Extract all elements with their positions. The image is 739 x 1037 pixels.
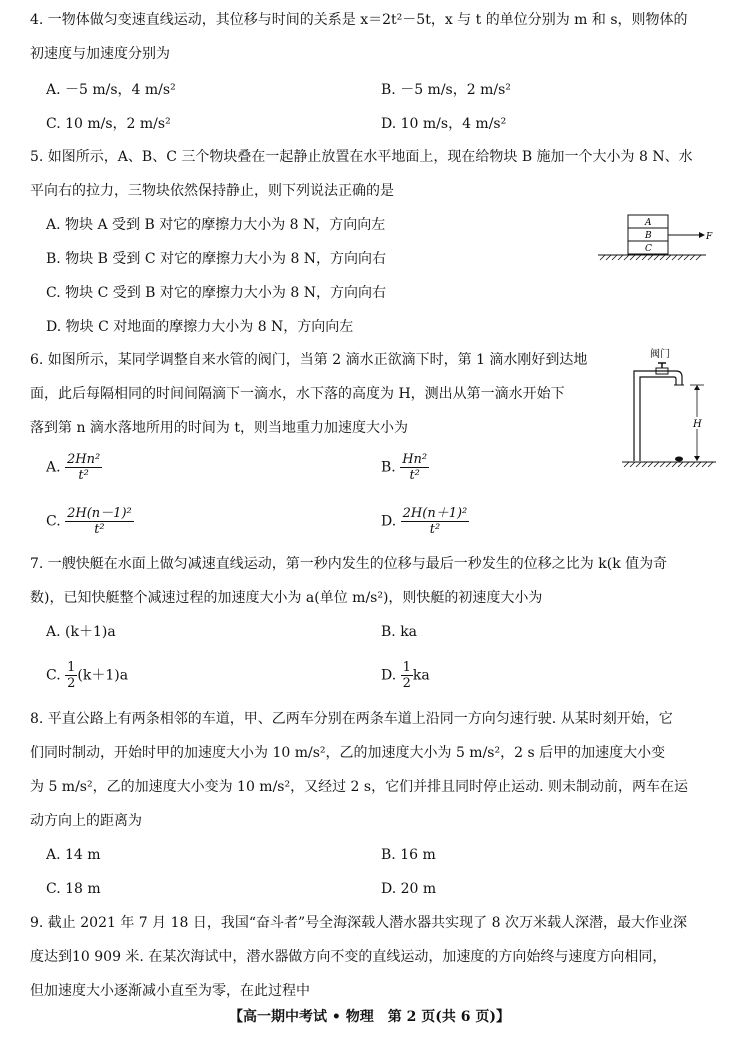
q8-option-a: A. 14 m (46, 847, 101, 863)
q7-option-c-numerator: 1 (67, 660, 76, 675)
q9-stem-line1: 9. 截止 2021 年 7 月 18 日，我国“奋斗者”号全海深载人潜水器共实现了 8 次万米载人深潜，最大作业深 (30, 915, 687, 931)
q6-option-d-denominator: t² (429, 522, 441, 537)
q6-option-a-fraction (65, 452, 102, 483)
q7-option-d-label: D. (381, 667, 397, 684)
q6-option-a-label: A. (46, 459, 61, 476)
q6-option-c-fraction (65, 506, 134, 537)
q6-option-d-numerator: 2H(n＋1)² (402, 506, 468, 521)
q8-option-c: C. 18 m (46, 881, 101, 897)
q4-option-c: C. 10 m/s，2 m/s² (46, 116, 171, 132)
q6-option-b-label: B. (381, 459, 396, 476)
q5-option-d: D. 物块 C 对地面的摩擦力大小为 8 N，方向向左 (46, 319, 354, 335)
q6-option-c-denominator: t² (94, 522, 105, 537)
q5-stem-line2: 平向右的拉力，三物块依然保持静止，则下列说法正确的是 (30, 183, 394, 199)
q6-option-b-numerator: Hn² (402, 452, 428, 467)
block-stack-figure (596, 210, 716, 270)
height-h-label: H (693, 419, 702, 430)
q6-option-a-numerator: 2Hn² (67, 452, 101, 467)
q6-stem-line3: 落到第 n 滴水落地所用的时间为 t，则当地重力加速度大小为 (30, 420, 408, 436)
q7-stem-line2: 数)，已知快艇整个减速过程的加速度大小为 a(单位 m/s²)，则快艇的初速度大小为 (30, 590, 543, 606)
q7-option-c-label: C. (46, 667, 61, 684)
q9-stem-line2: 度达到10 909 米. 在某次海试中，潜水器做方向不变的直线运动，加速度的方向始终与速度方向相同， (30, 949, 667, 965)
q6-option-a (46, 452, 102, 483)
page-footer: 【高一期中考试 • 物理 第 2 页(共 6 页)】 (229, 1009, 510, 1025)
q7-option-d-tail: ka (412, 667, 430, 684)
q7-option-c-denominator: 2 (67, 676, 76, 691)
q6-option-d-fraction (401, 506, 470, 537)
valve-label: 阀门 (650, 349, 670, 360)
q6-option-a-denominator: t² (78, 468, 89, 483)
q7-option-c-fraction (65, 660, 77, 691)
q6-stem-line2: 面，此后每隔相同的时间间隔滴下一滴水，水下落的高度为 H，测出从第一滴水开始下 (30, 386, 565, 402)
q4-option-b: B. －5 m/s，2 m/s² (381, 82, 511, 98)
q9-stem-line3: 但加速度大小逐渐减小直至为零，在此过程中 (30, 983, 310, 999)
q5-option-c: C. 物块 C 受到 B 对它的摩擦力大小为 8 N，方向向右 (46, 285, 386, 301)
block-c-label: C (645, 244, 652, 254)
q7-option-d-denominator: 2 (402, 676, 411, 691)
q7-option-a: A. (k＋1)a (46, 624, 116, 640)
q6-option-b (381, 452, 429, 483)
q6-option-b-denominator: t² (409, 468, 420, 483)
q7-option-c-tail: (k＋1)a (77, 667, 129, 684)
block-a-label: A (645, 218, 652, 228)
block-b-label: B (645, 231, 652, 241)
q6-option-d-label: D. (381, 513, 397, 530)
q7-option-b: B. ka (381, 624, 418, 640)
q5-option-b: B. 物块 B 受到 C 对它的摩擦力大小为 8 N，方向向右 (46, 251, 387, 267)
q8-stem-line2: 们同时制动，开始时甲的加速度大小为 10 m/s²，乙的加速度大小为 5 m/s²，2 s 后甲的加速度大小变 (30, 745, 666, 761)
q6-stem-line1: 6. 如图所示，某同学调整自来水管的阀门，当第 2 滴水正欲滴下时，第 1 滴水刚好到达地 (30, 352, 588, 368)
q7-option-d (381, 660, 430, 691)
q8-stem-line4: 动方向上的距离为 (30, 813, 142, 829)
q4-option-d: D. 10 m/s，4 m/s² (381, 116, 507, 132)
q8-stem-line3: 为 5 m/s²，乙的加速度大小变为 10 m/s²，又经过 2 s，它们并排且同时停止运动. 则未制动前，两车在运 (30, 779, 688, 795)
faucet-figure (620, 345, 720, 470)
q6-option-b-fraction (400, 452, 429, 483)
q5-stem-line1: 5. 如图所示，A、B、C 三个物块叠在一起静止放置在水平地面上，现在给物块 B 施加一个大小为 8 N、水 (30, 149, 693, 165)
q7-option-c (46, 660, 128, 691)
q7-option-d-fraction (401, 660, 413, 691)
force-f-label: F (706, 232, 713, 242)
q6-option-c-numerator: 2H(n－1)² (67, 506, 132, 521)
q7-option-d-numerator: 1 (402, 660, 411, 675)
q4-stem-line1: 4. 一物体做匀变速直线运动，其位移与时间的关系是 x＝2t²－5t，x 与 t 的单位分别为 m 和 s，则物体的 (30, 12, 688, 28)
q5-option-a: A. 物块 A 受到 B 对它的摩擦力大小为 8 N，方向向左 (46, 217, 386, 233)
q6-option-c-label: C. (46, 513, 61, 530)
q6-option-d (381, 506, 469, 537)
q4-stem-line2: 初速度与加速度分别为 (30, 46, 170, 62)
q8-stem-line1: 8. 平直公路上有两条相邻的车道，甲、乙两车分别在两条车道上沿同一方向匀速行驶. 从某时刻开始，它 (30, 711, 673, 727)
q4-option-a: A. －5 m/s，4 m/s² (46, 82, 176, 98)
q6-option-c (46, 506, 134, 537)
q7-stem-line1: 7. 一艘快艇在水面上做匀减速直线运动，第一秒内发生的位移与最后一秒发生的位移之比为 k(k 值为奇 (30, 556, 668, 572)
q8-option-b: B. 16 m (381, 847, 436, 863)
q8-option-d: D. 20 m (381, 881, 437, 897)
